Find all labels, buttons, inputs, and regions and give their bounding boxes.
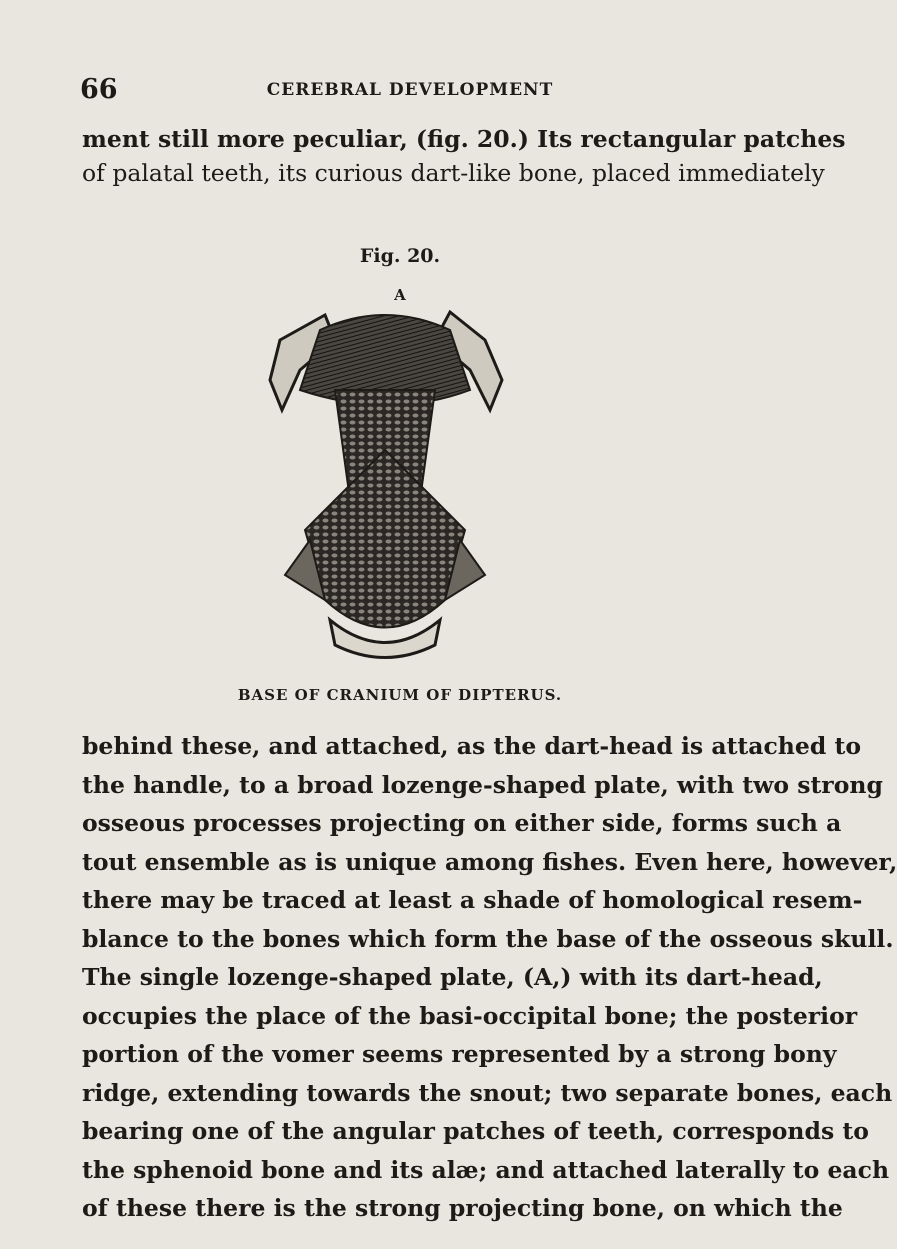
text-line: there may be traced at least a shade of homological resem-: [82, 886, 863, 914]
text-line: portion of the vomer seems represented by a strong bony: [82, 1040, 837, 1068]
text-line: the sphenoid bone and its alæ; and attached laterally to each: [82, 1155, 890, 1184]
text-line: ridge, extending towards the snout; two separate bones, each: [82, 1078, 893, 1107]
text-line: of palatal teeth, its curious dart-like bone, placed immediately: [82, 159, 825, 187]
text-line: blance to the bones which form the base of the osseous skull.: [82, 924, 894, 953]
text-line: The single lozenge-shaped plate, (A,) with its dart-head,: [82, 963, 823, 991]
text-line: the handle, to a broad lozenge-shaped plate, with two strong: [82, 770, 883, 799]
text-line: osseous processes projecting on either side, forms such a: [82, 809, 842, 837]
text-line: ment still more peculiar, (fig. 20.) Its rectangular patches: [82, 125, 846, 153]
figure-caption: BASE OF CRANIUM OF DIPTERUS.: [237, 686, 563, 704]
text-line: bearing one of the angular patches of teeth, corresponds to: [82, 1117, 869, 1145]
text-line: tout ensemble as is unique among fishes. Even here, however,: [82, 847, 897, 876]
figure-label: Fig. 20.: [359, 245, 441, 267]
text-line: of these there is the strong projecting bone, on which the: [82, 1194, 843, 1222]
body-paragraph: [82, 727, 897, 1228]
figure-letter: A: [394, 286, 406, 304]
cranium-engraving: [240, 300, 530, 685]
intro-paragraph: [82, 122, 846, 190]
running-title: CEREBRAL DEVELOPMENT: [266, 80, 554, 100]
text-line: occupies the place of the basi-occipital bone; the posterior: [82, 1001, 858, 1030]
running-head: [80, 74, 740, 108]
page-number: 66: [80, 74, 118, 105]
text-line: behind these, and attached, as the dart-head is attached to: [82, 732, 861, 760]
